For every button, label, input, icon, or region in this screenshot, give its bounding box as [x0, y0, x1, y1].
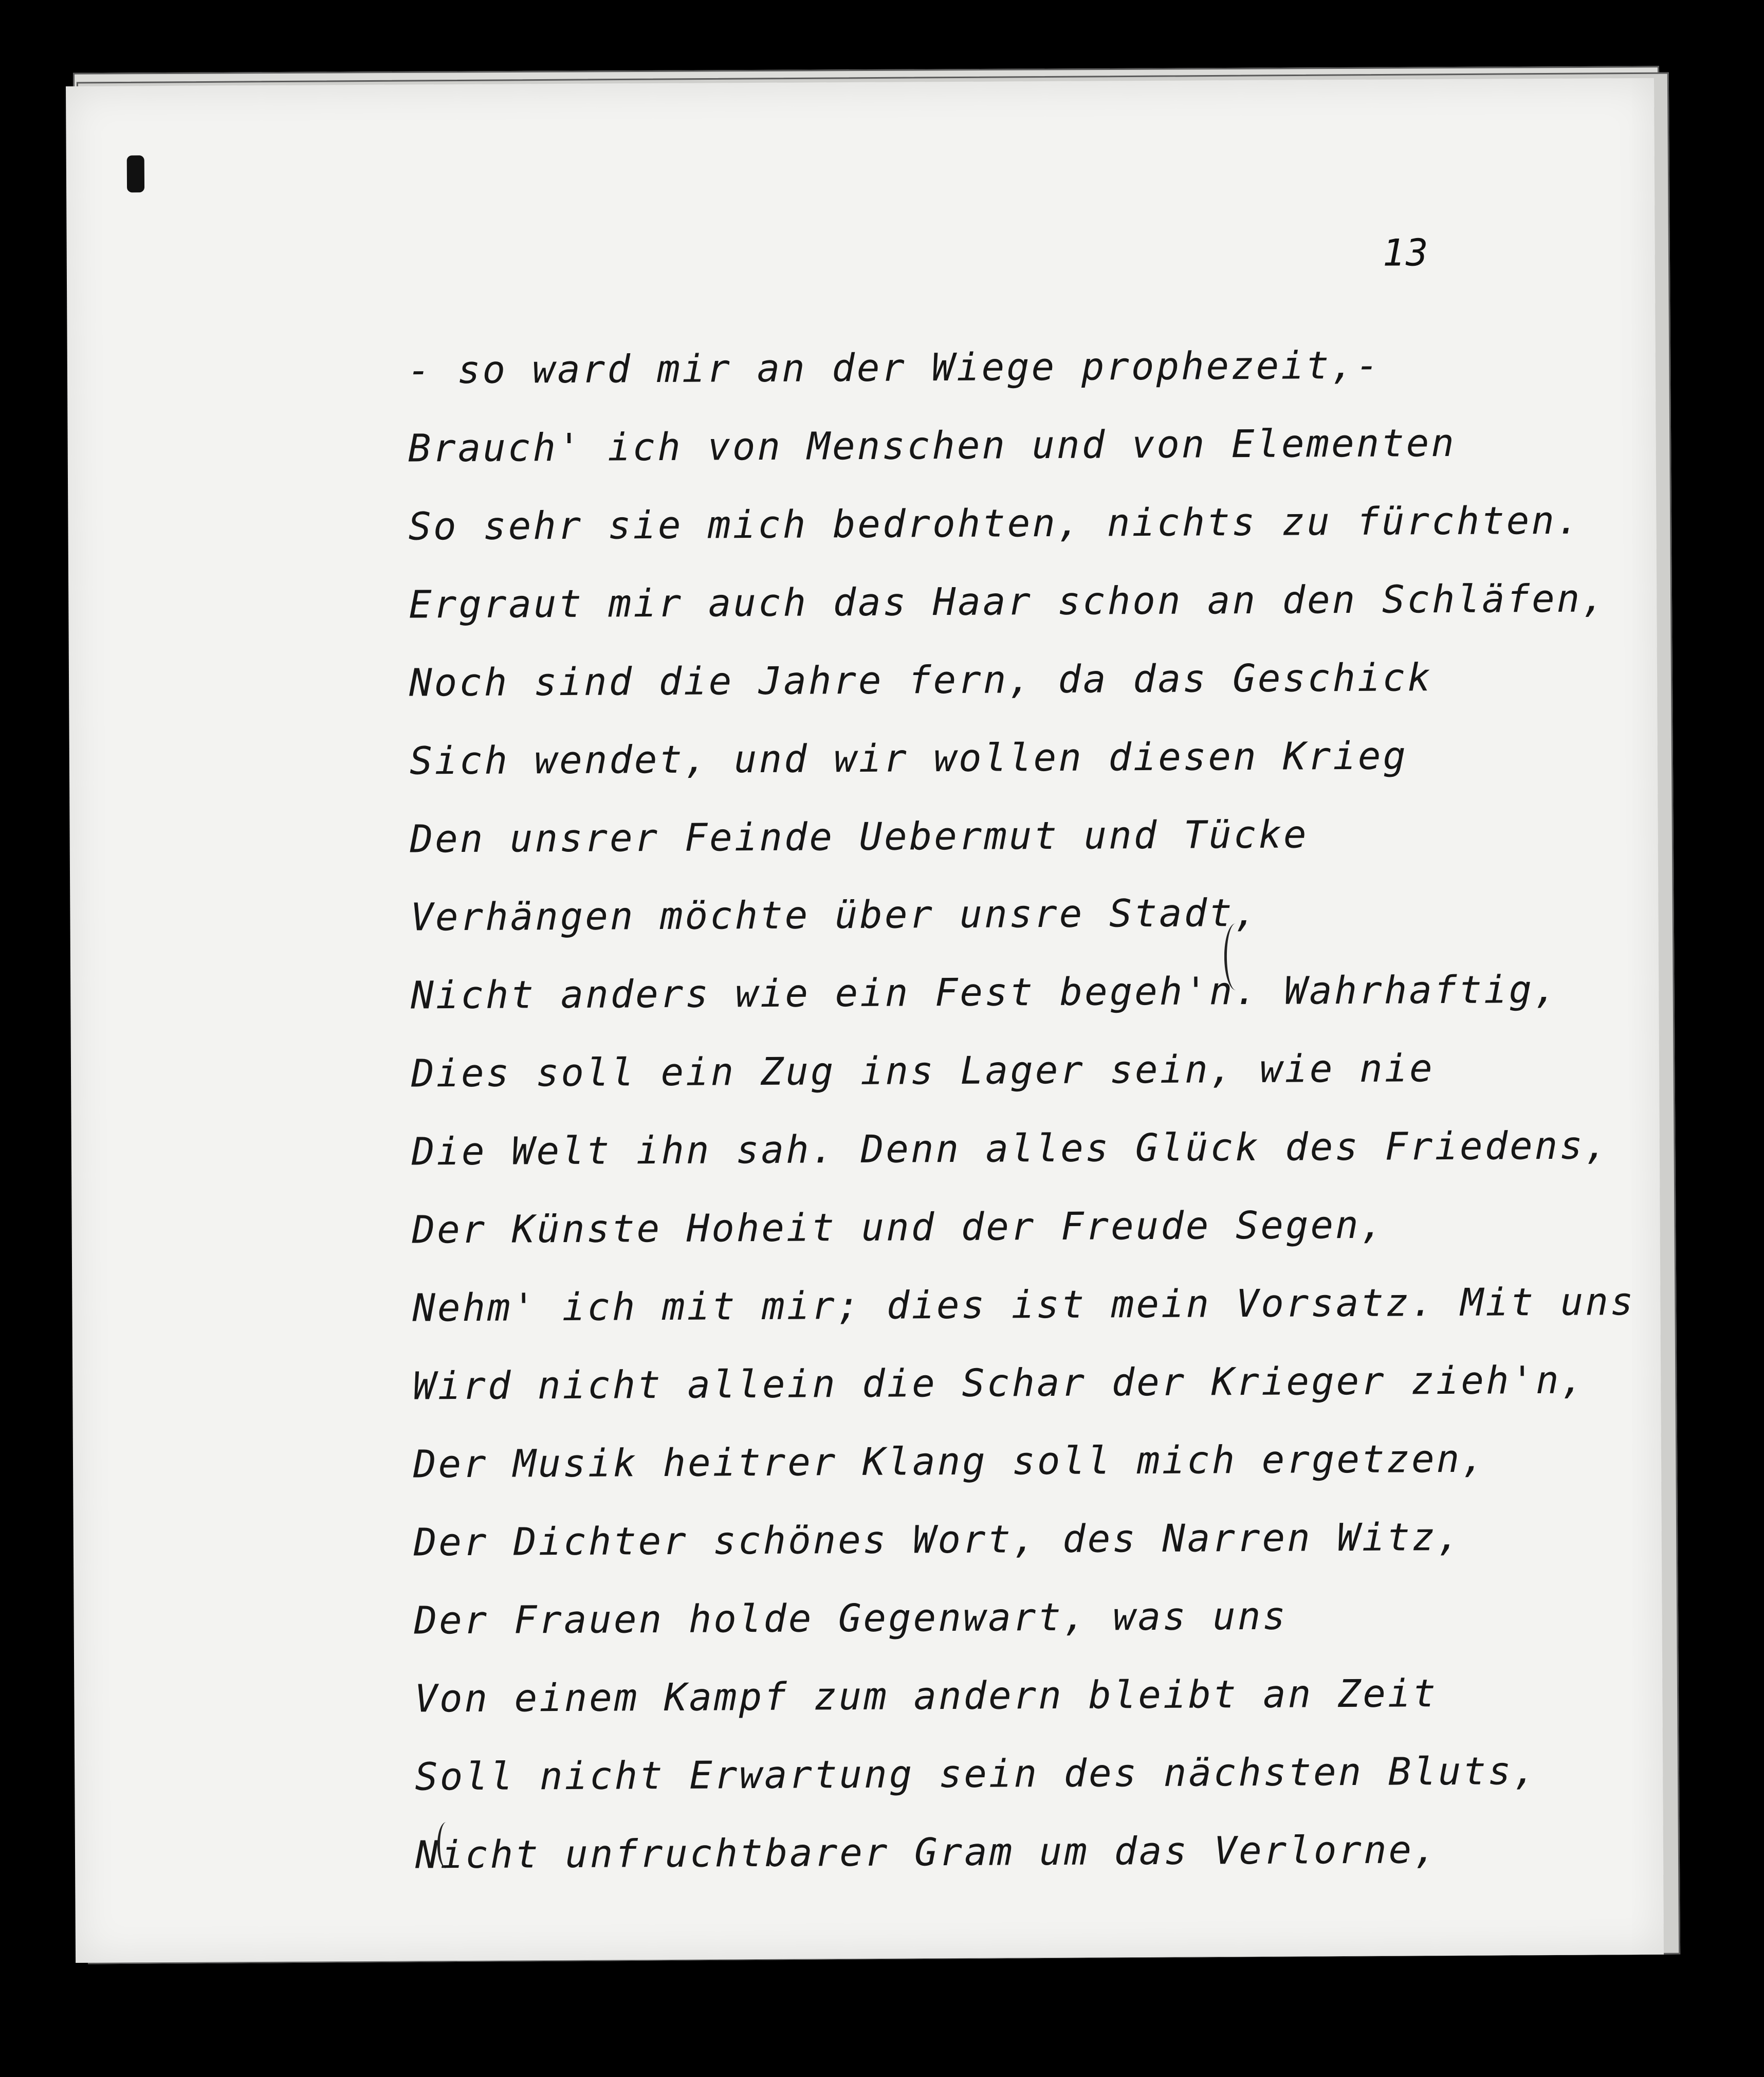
verse-line: Verhängen möchte über unsre Stadt,	[410, 890, 1259, 940]
verse-line: Die Welt ihn sah. Denn alles Glück des Friedens,	[411, 1123, 1610, 1174]
verse-line: Wird nicht allein die Schar der Krieger zieh'n,	[413, 1358, 1586, 1409]
verse-line: Noch sind die Jahre fern, da das Geschick	[409, 655, 1432, 705]
verse-line: Brauch' ich von Menschen und von Elementen	[408, 421, 1457, 471]
verse-line: Der Frauen holde Gegenwart, was uns	[414, 1594, 1288, 1643]
verse-line: Nicht anders wie ein Fest begeh'n. Wahrhaftig,	[411, 967, 1559, 1018]
typewritten-page	[66, 78, 1664, 1963]
verse-line: Der Musik heitrer Klang soll mich ergetzen,	[413, 1436, 1486, 1487]
handwritten-bracket-mark	[437, 1822, 455, 1868]
verse-line: Der Dichter schönes Wort, des Narren Witz,	[413, 1515, 1462, 1565]
verse-line: Nehm' ich mit mir; dies ist mein Vorsatz. Mit uns	[412, 1280, 1636, 1331]
verse-line: - so ward mir an der Wiege prophezeit,-	[407, 343, 1381, 393]
verse-line: Nicht unfruchtbarer Gram um das Verlorne,	[415, 1828, 1439, 1878]
handwritten-bracket-mark	[1224, 923, 1248, 990]
verse-text	[408, 325, 1649, 1894]
verse-line: Dies soll ein Zug ins Lager sein, wie nie	[411, 1046, 1435, 1096]
page-number: 13	[1382, 231, 1429, 275]
verse-line: Der Künste Hoheit und der Freude Segen,	[412, 1203, 1386, 1252]
verse-line: Ergraut mir auch das Haar schon an den Schläfen,	[409, 576, 1607, 627]
verse-line: Von einem Kampf zum andern bleibt an Zeit	[414, 1671, 1438, 1721]
verse-line: Soll nicht Erwartung sein des nächsten Bluts,	[415, 1749, 1538, 1799]
verse-line: Sich wendet, und wir wollen diesen Krieg	[409, 734, 1408, 784]
verse-line: Den unsrer Feinde Uebermut und Tücke	[410, 812, 1309, 862]
punch-hole	[127, 155, 144, 192]
verse-line: So sehr sie mich bedrohten, nichts zu fürchten.	[408, 498, 1582, 549]
